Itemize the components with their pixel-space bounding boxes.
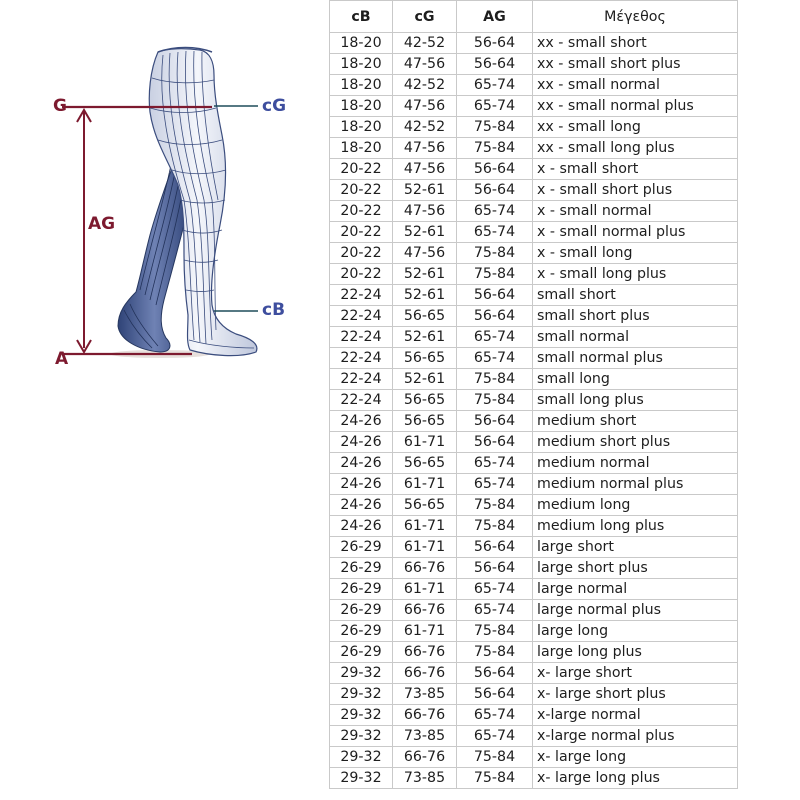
cell-cb: 26-29 [330, 642, 393, 663]
cell-cb: 24-26 [330, 453, 393, 474]
a-label: A [55, 349, 69, 369]
cell-size: xx - small short plus [533, 54, 738, 75]
cell-size: large short [533, 537, 738, 558]
cell-cg: 73-85 [393, 726, 457, 747]
cell-ag: 56-64 [457, 684, 533, 705]
cell-cg: 61-71 [393, 474, 457, 495]
cell-size: x- large long [533, 747, 738, 768]
cell-size: large normal [533, 579, 738, 600]
cell-cg: 73-85 [393, 684, 457, 705]
size-chart-table [329, 0, 738, 789]
cell-ag: 75-84 [457, 243, 533, 264]
table-row [330, 75, 738, 96]
cell-cg: 47-56 [393, 159, 457, 180]
cell-cg: 47-56 [393, 96, 457, 117]
cell-ag: 65-74 [457, 327, 533, 348]
cell-ag: 65-74 [457, 600, 533, 621]
cell-size: x- large short plus [533, 684, 738, 705]
table-row [330, 684, 738, 705]
cell-size: x - small short plus [533, 180, 738, 201]
table-row [330, 495, 738, 516]
cell-ag: 65-74 [457, 726, 533, 747]
cell-size: x- large short [533, 663, 738, 684]
table-row [330, 411, 738, 432]
cell-cg: 56-65 [393, 411, 457, 432]
table-row [330, 369, 738, 390]
cell-cg: 56-65 [393, 348, 457, 369]
cell-size: x - small normal [533, 201, 738, 222]
table-row [330, 243, 738, 264]
cell-size: medium short [533, 411, 738, 432]
cell-cg: 66-76 [393, 642, 457, 663]
cell-cg: 42-52 [393, 75, 457, 96]
table-row [330, 222, 738, 243]
cell-cg: 47-56 [393, 138, 457, 159]
cell-ag: 56-64 [457, 33, 533, 54]
cell-cg: 66-76 [393, 705, 457, 726]
cell-cg: 73-85 [393, 768, 457, 789]
cell-cg: 47-56 [393, 243, 457, 264]
table-row [330, 537, 738, 558]
table-row [330, 579, 738, 600]
cell-cg: 56-65 [393, 495, 457, 516]
table-row [330, 768, 738, 789]
cell-cb: 22-24 [330, 369, 393, 390]
cell-cb: 20-22 [330, 180, 393, 201]
cell-cg: 56-65 [393, 453, 457, 474]
cell-ag: 56-64 [457, 432, 533, 453]
cell-cb: 18-20 [330, 138, 393, 159]
cell-ag: 75-84 [457, 264, 533, 285]
cell-cg: 52-61 [393, 222, 457, 243]
cell-cg: 61-71 [393, 432, 457, 453]
cell-ag: 75-84 [457, 621, 533, 642]
cell-size: large long plus [533, 642, 738, 663]
ag-label: AG [88, 214, 116, 234]
table-header-row [330, 1, 738, 33]
cell-cb: 20-22 [330, 222, 393, 243]
cell-size: small long [533, 369, 738, 390]
cell-cb: 18-20 [330, 96, 393, 117]
cell-cg: 52-61 [393, 369, 457, 390]
cell-ag: 75-84 [457, 390, 533, 411]
cell-cb: 20-22 [330, 264, 393, 285]
cell-size: xx - small long plus [533, 138, 738, 159]
cell-cb: 18-20 [330, 33, 393, 54]
cell-ag: 56-64 [457, 537, 533, 558]
cell-ag: 56-64 [457, 285, 533, 306]
cell-cg: 52-61 [393, 264, 457, 285]
leg-measurement-figure [0, 0, 330, 400]
table-row [330, 201, 738, 222]
table-row [330, 474, 738, 495]
cell-cg: 56-65 [393, 390, 457, 411]
cell-ag: 56-64 [457, 54, 533, 75]
cell-size: medium long [533, 495, 738, 516]
table-row [330, 138, 738, 159]
cell-size: xx - small normal plus [533, 96, 738, 117]
cell-cb: 24-26 [330, 495, 393, 516]
cell-cb: 20-22 [330, 159, 393, 180]
cell-ag: 56-64 [457, 159, 533, 180]
table-row [330, 663, 738, 684]
cell-ag: 65-74 [457, 96, 533, 117]
table-row [330, 285, 738, 306]
cell-ag: 75-84 [457, 642, 533, 663]
cell-ag: 56-64 [457, 663, 533, 684]
cb-label: cB [262, 300, 286, 320]
cell-cg: 52-61 [393, 180, 457, 201]
cell-cg: 52-61 [393, 327, 457, 348]
cell-cb: 26-29 [330, 558, 393, 579]
cell-size: large short plus [533, 558, 738, 579]
cell-size: x-large normal plus [533, 726, 738, 747]
cell-ag: 56-64 [457, 411, 533, 432]
cell-cg: 61-71 [393, 537, 457, 558]
cell-size: small long plus [533, 390, 738, 411]
cell-size: x- large long plus [533, 768, 738, 789]
cell-cb: 26-29 [330, 621, 393, 642]
cell-cg: 61-71 [393, 579, 457, 600]
cell-cb: 26-29 [330, 579, 393, 600]
cell-cb: 20-22 [330, 243, 393, 264]
cell-size: small short plus [533, 306, 738, 327]
table-row [330, 558, 738, 579]
cell-cb: 22-24 [330, 306, 393, 327]
table-row [330, 54, 738, 75]
table-row [330, 180, 738, 201]
table-row [330, 726, 738, 747]
table-row [330, 327, 738, 348]
table-row [330, 600, 738, 621]
cell-cb: 29-32 [330, 726, 393, 747]
cell-cb: 24-26 [330, 411, 393, 432]
header-cb: cB [330, 1, 393, 33]
cell-ag: 75-84 [457, 369, 533, 390]
cell-ag: 75-84 [457, 768, 533, 789]
cell-ag: 65-74 [457, 474, 533, 495]
cell-cb: 24-26 [330, 474, 393, 495]
table-row [330, 705, 738, 726]
cell-cb: 29-32 [330, 684, 393, 705]
cell-size: x - small normal plus [533, 222, 738, 243]
cg-label: cG [262, 96, 287, 116]
header-size: Μέγεθος [533, 1, 738, 33]
cell-ag: 65-74 [457, 201, 533, 222]
table-row [330, 96, 738, 117]
cell-cb: 29-32 [330, 768, 393, 789]
cell-size: x-large normal [533, 705, 738, 726]
cell-size: xx - small long [533, 117, 738, 138]
table-row [330, 33, 738, 54]
table-row [330, 390, 738, 411]
cell-size: medium normal plus [533, 474, 738, 495]
cell-size: medium short plus [533, 432, 738, 453]
cell-ag: 65-74 [457, 222, 533, 243]
cell-ag: 65-74 [457, 705, 533, 726]
table-row [330, 306, 738, 327]
cell-size: small normal [533, 327, 738, 348]
table-row [330, 747, 738, 768]
cell-cg: 42-52 [393, 33, 457, 54]
cell-size: xx - small normal [533, 75, 738, 96]
table-row [330, 642, 738, 663]
cell-size: medium normal [533, 453, 738, 474]
cell-cb: 22-24 [330, 390, 393, 411]
cell-cg: 66-76 [393, 600, 457, 621]
header-ag: AG [457, 1, 533, 33]
cell-ag: 56-64 [457, 558, 533, 579]
cell-size: large long [533, 621, 738, 642]
cell-cb: 24-26 [330, 432, 393, 453]
cell-cg: 56-65 [393, 306, 457, 327]
cell-size: x - small short [533, 159, 738, 180]
cell-cb: 22-24 [330, 348, 393, 369]
cell-cb: 22-24 [330, 285, 393, 306]
cell-size: small short [533, 285, 738, 306]
cell-cb: 26-29 [330, 537, 393, 558]
table-row [330, 117, 738, 138]
cell-ag: 75-84 [457, 117, 533, 138]
table-row [330, 621, 738, 642]
table-row [330, 516, 738, 537]
cell-cb: 29-32 [330, 705, 393, 726]
cell-ag: 75-84 [457, 495, 533, 516]
cell-cb: 18-20 [330, 117, 393, 138]
cell-size: medium long plus [533, 516, 738, 537]
table-row [330, 432, 738, 453]
g-label: G [53, 96, 67, 116]
cell-ag: 65-74 [457, 348, 533, 369]
cell-cg: 61-71 [393, 516, 457, 537]
leg-illustration [0, 0, 330, 400]
cell-ag: 75-84 [457, 138, 533, 159]
header-cg: cG [393, 1, 457, 33]
cell-size: x - small long [533, 243, 738, 264]
cell-cb: 18-20 [330, 75, 393, 96]
cell-cb: 29-32 [330, 663, 393, 684]
cell-ag: 75-84 [457, 516, 533, 537]
cell-cb: 20-22 [330, 201, 393, 222]
cell-cb: 18-20 [330, 54, 393, 75]
cell-ag: 65-74 [457, 579, 533, 600]
cell-cg: 47-56 [393, 54, 457, 75]
table-row [330, 453, 738, 474]
cell-ag: 56-64 [457, 306, 533, 327]
table-row [330, 348, 738, 369]
cell-ag: 56-64 [457, 180, 533, 201]
cell-ag: 65-74 [457, 453, 533, 474]
cell-size: large normal plus [533, 600, 738, 621]
cell-cg: 66-76 [393, 558, 457, 579]
size-table-body [330, 33, 738, 789]
cell-cg: 66-76 [393, 663, 457, 684]
cell-cg: 52-61 [393, 285, 457, 306]
cell-size: small normal plus [533, 348, 738, 369]
cell-cb: 26-29 [330, 600, 393, 621]
table-row [330, 264, 738, 285]
cell-cb: 29-32 [330, 747, 393, 768]
cell-cb: 24-26 [330, 516, 393, 537]
cell-cg: 61-71 [393, 621, 457, 642]
cell-cg: 66-76 [393, 747, 457, 768]
cell-size: xx - small short [533, 33, 738, 54]
cell-cg: 42-52 [393, 117, 457, 138]
cell-cb: 22-24 [330, 327, 393, 348]
cell-ag: 65-74 [457, 75, 533, 96]
cell-ag: 75-84 [457, 747, 533, 768]
table-row [330, 159, 738, 180]
cell-cg: 47-56 [393, 201, 457, 222]
cell-size: x - small long plus [533, 264, 738, 285]
